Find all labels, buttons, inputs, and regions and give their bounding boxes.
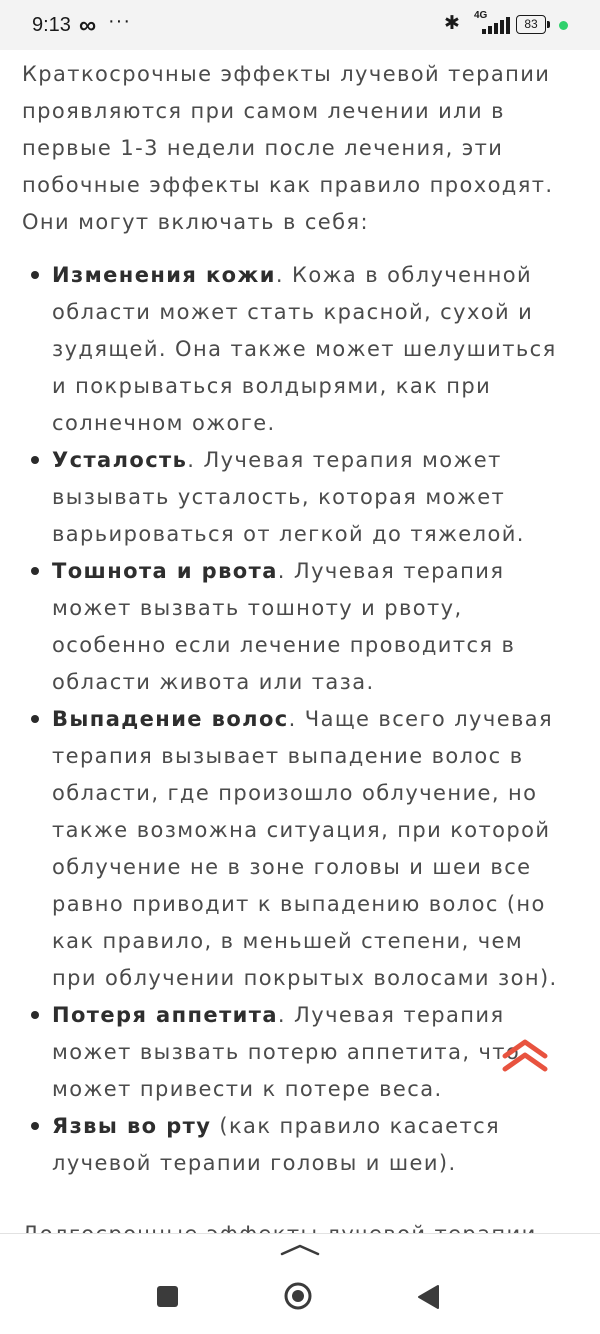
article-content (22, 56, 570, 1182)
item-term: Потеря аппетита (52, 1003, 278, 1027)
bluetooth-icon: ✱ (444, 13, 460, 34)
scroll-top-icon (497, 1036, 553, 1076)
network-type: 4G (474, 10, 488, 21)
intro-paragraph: Краткосрочные эффекты лучевой терапии проявляются при самом лечении или в первые 1-3 недели после лечения, эти побочные эффекты как правило проходят. Они могут включать в себя: (22, 62, 554, 234)
item-text: . Лучевая терапия может вызывать усталость, которая может варьироваться от легкой до тяжелой. (52, 448, 525, 546)
battery-icon (516, 15, 546, 34)
effects-list (22, 257, 570, 1182)
list-item (52, 701, 570, 997)
back-icon[interactable] (416, 1284, 440, 1310)
item-term: Тошнота и рвота (52, 559, 278, 583)
navigation-bar (0, 1233, 600, 1334)
status-time: 9:13 (32, 14, 71, 36)
item-text: . Лучевая терапия может вызвать тошноту и рвоту, особенно если лечение проводится в области живота или таза. (52, 559, 516, 694)
list-item (52, 442, 570, 553)
battery-tip (547, 21, 550, 28)
signal-icon (472, 10, 510, 36)
status-bar (0, 0, 600, 50)
item-term: Выпадение волос (52, 707, 289, 731)
item-text: . Кожа в облученной области может стать красной, сухой и зудящей. Она также может шелушиться и покрываться волдырями, как при солнечном ожоге. (52, 263, 557, 435)
battery-level: 83 (524, 17, 538, 31)
item-term: Изменения кожи (52, 263, 276, 287)
privacy-indicator (559, 21, 568, 30)
list-item (52, 1108, 570, 1182)
list-item (52, 257, 570, 442)
recents-icon[interactable] (157, 1286, 178, 1307)
list-item (52, 997, 570, 1108)
list-item (52, 553, 570, 701)
chevron-up-icon[interactable] (280, 1242, 320, 1258)
home-icon[interactable] (284, 1282, 312, 1310)
item-term: Усталость (52, 448, 188, 472)
item-term: Язвы во рту (52, 1114, 212, 1138)
infinity-icon: ∞ (79, 12, 97, 39)
more-notifications-icon: ··· (108, 10, 131, 32)
item-text: (как правило касается лучевой терапии головы и шеи). (52, 1114, 501, 1175)
item-text: . Чаще всего лучевая терапия вызывает выпадение волос в области, где произошло облучение, но также возможна ситуация, при которой облучение не в зоне головы и шеи все равно приводит к выпадению волос (но как правило, в меньшей степени, чем при облучении покрытых волосами зон). (52, 707, 558, 990)
scroll-top-button[interactable] (497, 1036, 553, 1076)
item-text: . Лучевая терапия может вызвать потерю аппетита, что может привести к потере веса. (52, 1003, 521, 1101)
